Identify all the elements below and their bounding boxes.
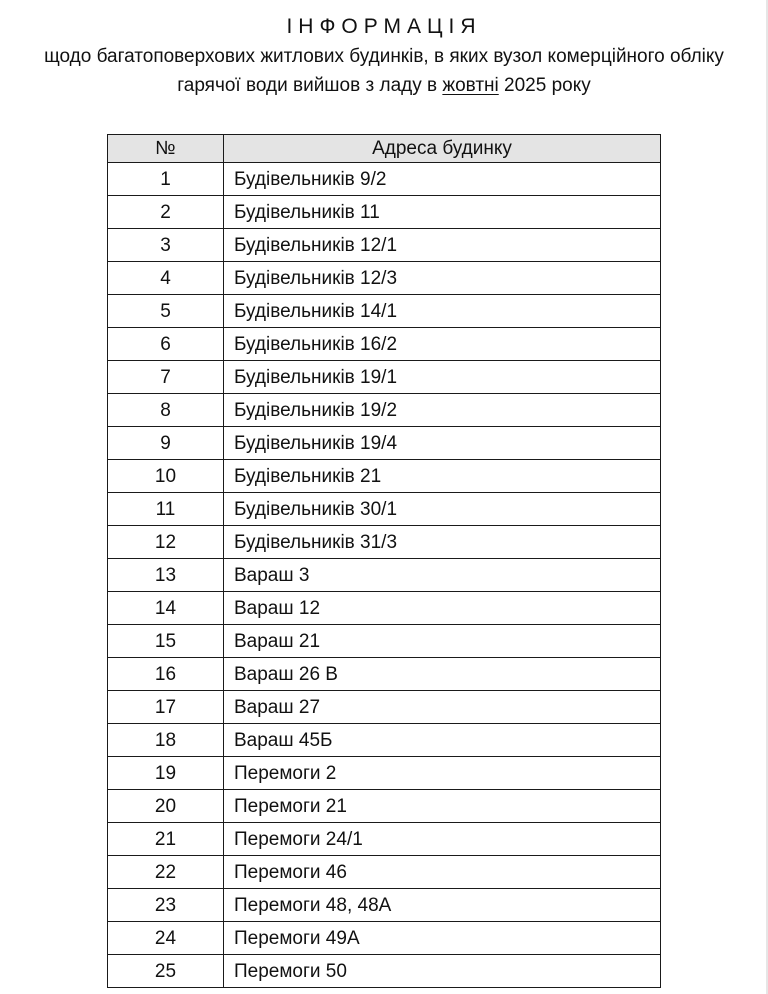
row-address: Будівельників 31/3 bbox=[224, 526, 661, 559]
table-header bbox=[108, 135, 661, 163]
table-row bbox=[108, 460, 661, 493]
row-address: Будівельників 11 bbox=[224, 196, 661, 229]
row-number: 14 bbox=[108, 592, 224, 625]
row-address: Вараш 45Б bbox=[224, 724, 661, 757]
table-body bbox=[108, 163, 661, 988]
subtitle-line-2-start: гарячої води вийшов з ладу в bbox=[177, 75, 443, 96]
row-address: Будівельників 21 bbox=[224, 460, 661, 493]
subtitle-line-1: щодо багатоповерхових житлових будинків, в яких вузол комерційного обліку bbox=[44, 46, 724, 67]
table-row bbox=[108, 889, 661, 922]
row-address: Перемоги 46 bbox=[224, 856, 661, 889]
header-number: № bbox=[108, 135, 224, 163]
subtitle-month: жовтні bbox=[442, 75, 499, 96]
table-row bbox=[108, 922, 661, 955]
row-number: 22 bbox=[108, 856, 224, 889]
row-number: 15 bbox=[108, 625, 224, 658]
row-address: Будівельників 30/1 bbox=[224, 493, 661, 526]
row-number: 17 bbox=[108, 691, 224, 724]
row-number: 16 bbox=[108, 658, 224, 691]
row-number: 21 bbox=[108, 823, 224, 856]
subtitle-line-2 bbox=[0, 71, 768, 100]
table-row bbox=[108, 394, 661, 427]
table-row bbox=[108, 163, 661, 196]
row-address: Будівельників 19/4 bbox=[224, 427, 661, 460]
row-number: 7 bbox=[108, 361, 224, 394]
row-address: Вараш 3 bbox=[224, 559, 661, 592]
table-row bbox=[108, 823, 661, 856]
row-address: Будівельників 12/1 bbox=[224, 229, 661, 262]
row-address: Будівельників 19/1 bbox=[224, 361, 661, 394]
table-row bbox=[108, 559, 661, 592]
table-header-row bbox=[108, 135, 661, 163]
row-address: Будівельників 19/2 bbox=[224, 394, 661, 427]
row-number: 24 bbox=[108, 922, 224, 955]
table-row bbox=[108, 295, 661, 328]
row-number: 19 bbox=[108, 757, 224, 790]
header-address: Адреса будинку bbox=[224, 135, 661, 163]
document-subtitle bbox=[0, 42, 768, 100]
table-row bbox=[108, 856, 661, 889]
table-row bbox=[108, 493, 661, 526]
row-number: 1 bbox=[108, 163, 224, 196]
subtitle-line-2-end: 2025 року bbox=[498, 75, 591, 96]
table-row bbox=[108, 658, 661, 691]
row-number: 13 bbox=[108, 559, 224, 592]
row-number: 9 bbox=[108, 427, 224, 460]
row-number: 11 bbox=[108, 493, 224, 526]
table-row bbox=[108, 757, 661, 790]
row-address: Перемоги 24/1 bbox=[224, 823, 661, 856]
table-row bbox=[108, 691, 661, 724]
table-row bbox=[108, 790, 661, 823]
row-address: Перемоги 49А bbox=[224, 922, 661, 955]
row-number: 8 bbox=[108, 394, 224, 427]
row-address: Перемоги 2 bbox=[224, 757, 661, 790]
table-row bbox=[108, 427, 661, 460]
row-number: 23 bbox=[108, 889, 224, 922]
row-address: Будівельників 12/3 bbox=[224, 262, 661, 295]
row-address: Перемоги 50 bbox=[224, 955, 661, 988]
row-address: Вараш 12 bbox=[224, 592, 661, 625]
row-number: 6 bbox=[108, 328, 224, 361]
row-number: 4 bbox=[108, 262, 224, 295]
row-number: 5 bbox=[108, 295, 224, 328]
row-address: Будівельників 14/1 bbox=[224, 295, 661, 328]
row-address: Вараш 26 В bbox=[224, 658, 661, 691]
table-row bbox=[108, 592, 661, 625]
row-address: Вараш 27 bbox=[224, 691, 661, 724]
table-row bbox=[108, 262, 661, 295]
row-address: Перемоги 21 bbox=[224, 790, 661, 823]
table-row bbox=[108, 955, 661, 988]
row-number: 10 bbox=[108, 460, 224, 493]
table-row bbox=[108, 625, 661, 658]
row-number: 2 bbox=[108, 196, 224, 229]
table-row bbox=[108, 328, 661, 361]
table-row bbox=[108, 361, 661, 394]
row-address: Перемоги 48, 48А bbox=[224, 889, 661, 922]
row-number: 25 bbox=[108, 955, 224, 988]
table-row bbox=[108, 196, 661, 229]
document-title: ІНФОРМАЦІЯ bbox=[286, 15, 482, 38]
table-row bbox=[108, 526, 661, 559]
row-number: 12 bbox=[108, 526, 224, 559]
table-row bbox=[108, 229, 661, 262]
address-table bbox=[107, 134, 661, 988]
row-address: Вараш 21 bbox=[224, 625, 661, 658]
row-number: 18 bbox=[108, 724, 224, 757]
row-address: Будівельників 16/2 bbox=[224, 328, 661, 361]
table-row bbox=[108, 724, 661, 757]
row-address: Будівельників 9/2 bbox=[224, 163, 661, 196]
row-number: 3 bbox=[108, 229, 224, 262]
row-number: 20 bbox=[108, 790, 224, 823]
